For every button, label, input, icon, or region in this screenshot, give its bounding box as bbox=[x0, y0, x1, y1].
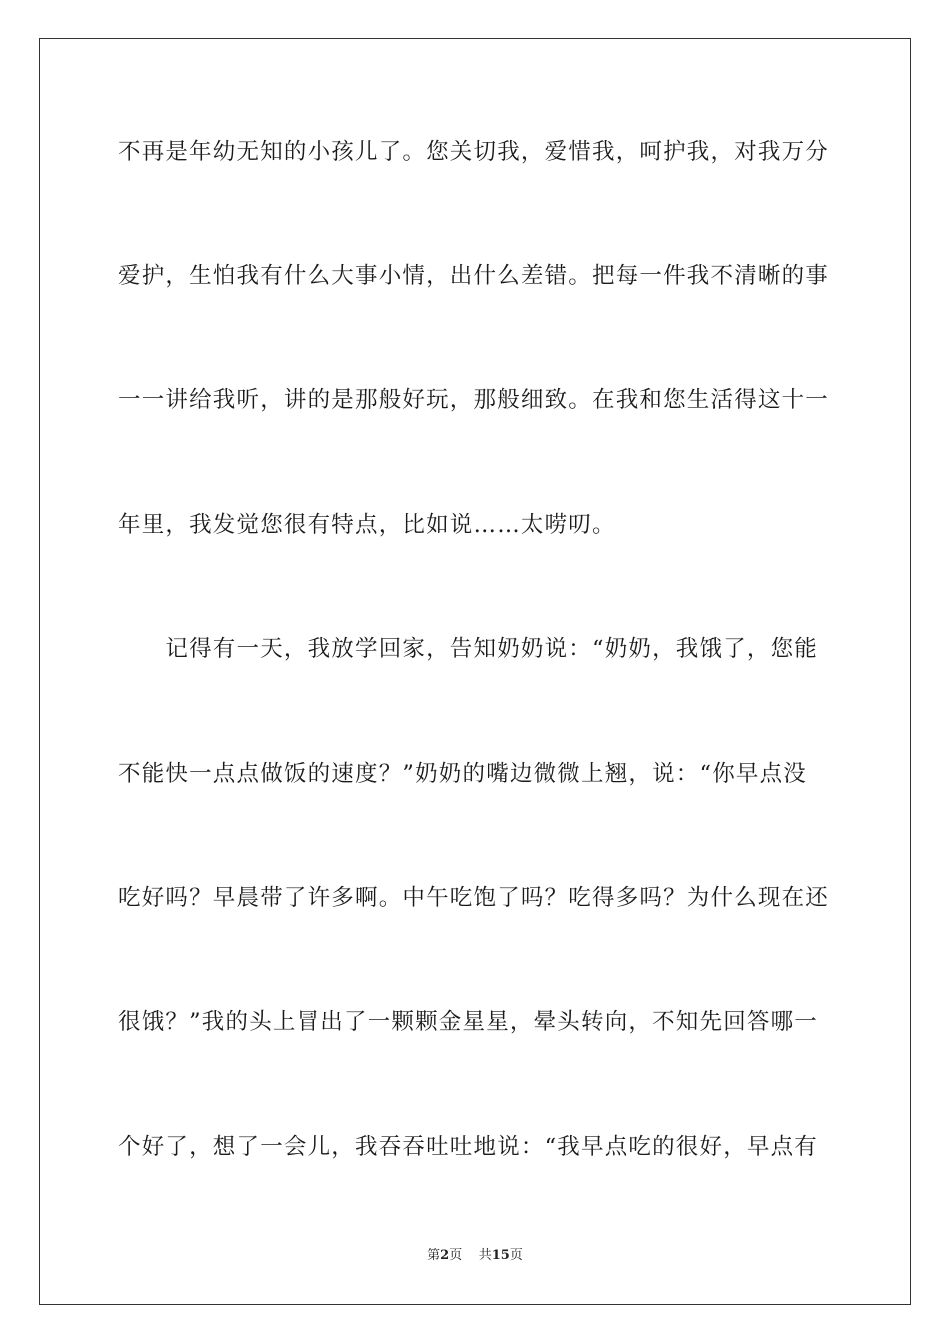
body-text-line: 一一讲给我听，讲的是那般好玩，那般细致。在我和您生活得这十一 bbox=[118, 387, 830, 413]
page-number: 2 bbox=[440, 1248, 450, 1263]
body-text-line: 不能快一点点做饭的速度？”奶奶的嘴边微微上翘，说：“你早点没 bbox=[118, 761, 808, 787]
body-text-line: 很饿？”我的头上冒出了一颗颗金星星，晕头转向，不知先回答哪一 bbox=[118, 1009, 819, 1035]
page-suffix: 页 bbox=[449, 1248, 463, 1263]
total-suffix: 页 bbox=[509, 1248, 523, 1263]
page-border bbox=[39, 38, 911, 1305]
body-text-line: 不再是年幼无知的小孩儿了。您关切我，爱惜我，呵护我，对我万分 bbox=[118, 139, 830, 165]
total-prefix: 共 bbox=[478, 1248, 492, 1263]
page-footer bbox=[0, 1247, 950, 1265]
body-text-line: 吃好吗？早晨带了许多啊。中午吃饱了吗？吃得多吗？为什么现在还 bbox=[118, 885, 830, 911]
body-text-line: 记得有一天，我放学回家，告知奶奶说：“奶奶，我饿了，您能 bbox=[118, 636, 819, 662]
body-text-line: 爱护，生怕我有什么大事小情，出什么差错。把每一件我不清晰的事 bbox=[118, 263, 830, 289]
page-prefix: 第 bbox=[427, 1248, 441, 1263]
total-pages: 15 bbox=[491, 1248, 510, 1263]
body-text-line: 个好了，想了一会儿，我吞吞吐吐地说：“我早点吃的很好，早点有 bbox=[118, 1134, 819, 1160]
body-text-line: 年里，我发觉您很有特点，比如说……太唠叨。 bbox=[118, 512, 616, 538]
